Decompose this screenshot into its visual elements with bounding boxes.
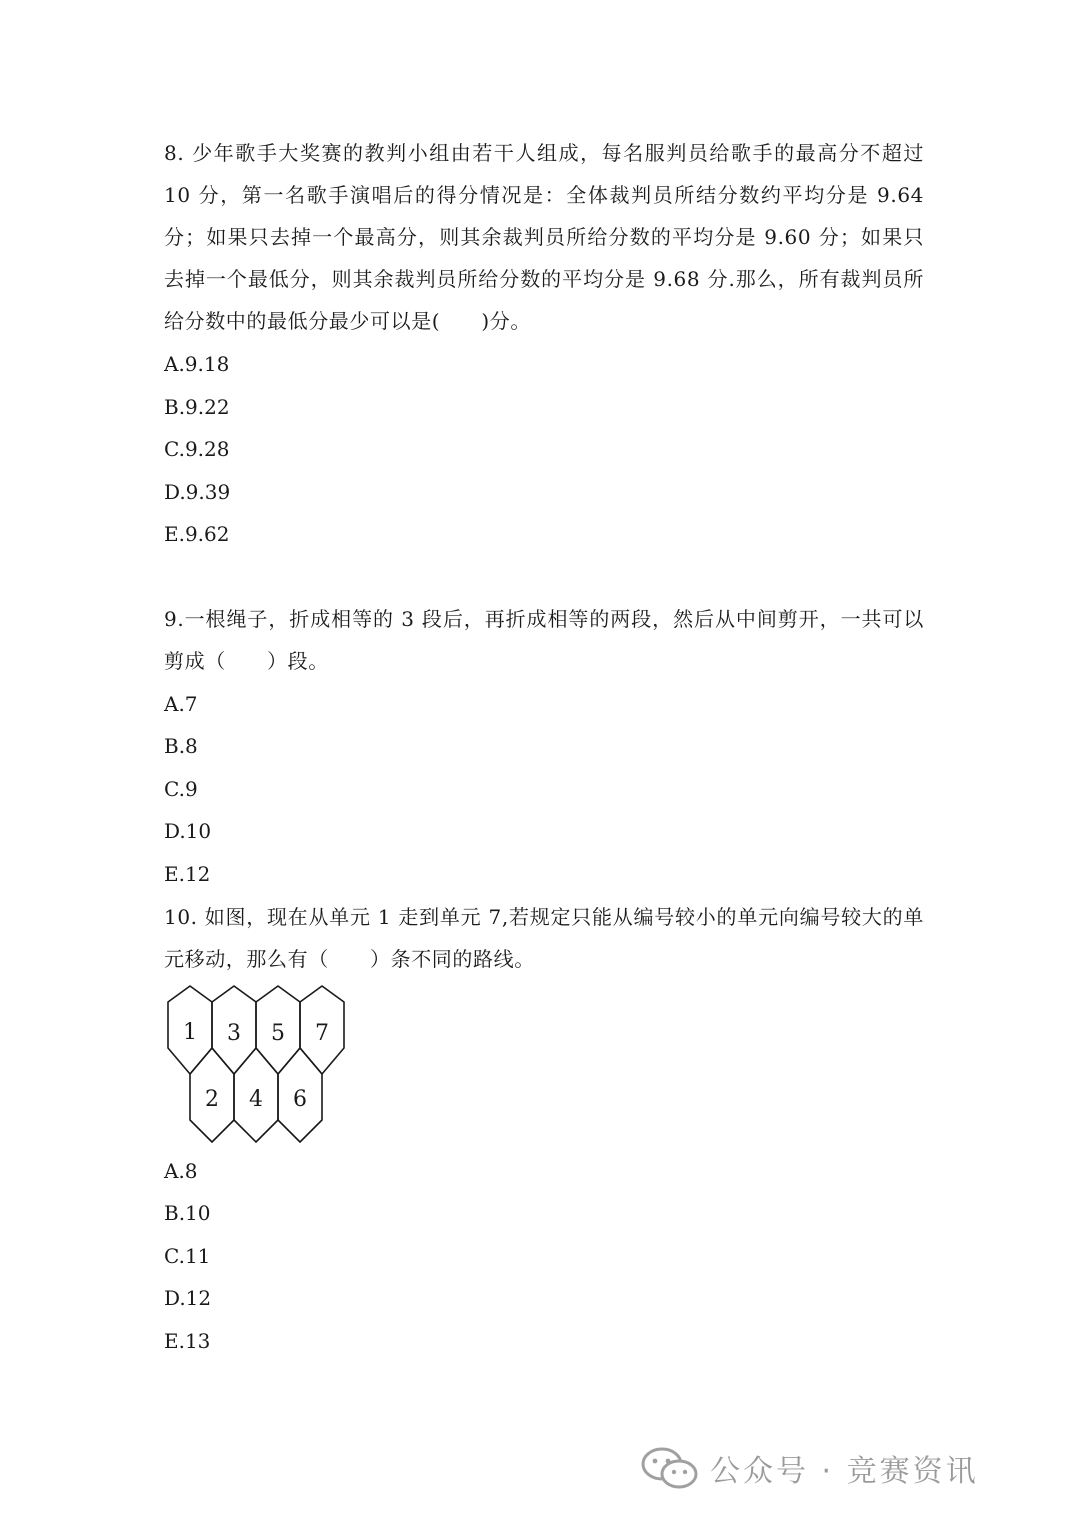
question-9-stem: 9.一根绳子，折成相等的 3 段后，再折成相等的两段，然后从中间剪开，一共可以剪成（ ）段。 <box>164 607 924 673</box>
wechat-icon <box>640 1444 700 1492</box>
hexagon-label-5: 5 <box>271 1021 285 1046</box>
hexagon-label-7: 7 <box>315 1021 329 1046</box>
question-8-stem: 8. 少年歌手大奖赛的教判小组由若干人组成，每名服判员给歌手的最高分不超过 10 分，第一名歌手演唱后的得分情况是：全体裁判员所结分数约平均分是 9.64 分；如果只去掉一个最高分，则其余裁判员所给分数的平均分是 9.60 分；如果只去掉一个最低分，则其余裁判员所给分数的平均分是 9.68 分.那么，所有裁判员所给分数中的最低分最少可以是( )分。 <box>164 141 924 333</box>
question-8-option-c: C.9.28 <box>164 437 230 461</box>
hexagon-figure <box>162 984 354 1146</box>
question-8-option-e: E.9.62 <box>164 522 230 546</box>
hexagon-label-4: 4 <box>249 1087 263 1112</box>
hexagon-label-2: 2 <box>205 1087 219 1112</box>
question-10-option-a: A.8 <box>164 1159 198 1183</box>
question-10-option-b: B.10 <box>164 1201 211 1225</box>
watermark <box>640 1440 979 1496</box>
question-9-option-a: A.7 <box>164 692 198 716</box>
question-10-option-d: D.12 <box>164 1286 212 1310</box>
hexagon-label-3: 3 <box>227 1021 241 1046</box>
hexagon-label-1: 1 <box>183 1020 197 1045</box>
question-8-option-d: D.9.39 <box>164 480 231 504</box>
question-9-option-d: D.10 <box>164 819 212 843</box>
watermark-text: 公众号 · 竞赛资讯 <box>710 1454 979 1489</box>
question-10-stem: 10. 如图，现在从单元 1 走到单元 7,若规定只能从编号较小的单元向编号较大的单元移动，那么有（ ）条不同的路线。 <box>164 905 924 971</box>
hexagon-label-6: 6 <box>293 1087 307 1112</box>
question-8-option-b: B.9.22 <box>164 395 230 419</box>
question-9-option-b: B.8 <box>164 734 198 758</box>
question-8-option-a: A.9.18 <box>164 352 230 376</box>
question-10-option-c: C.11 <box>164 1244 211 1268</box>
question-9-option-e: E.12 <box>164 862 211 886</box>
question-9-option-c: C.9 <box>164 777 198 801</box>
question-10-option-e: E.13 <box>164 1329 211 1353</box>
